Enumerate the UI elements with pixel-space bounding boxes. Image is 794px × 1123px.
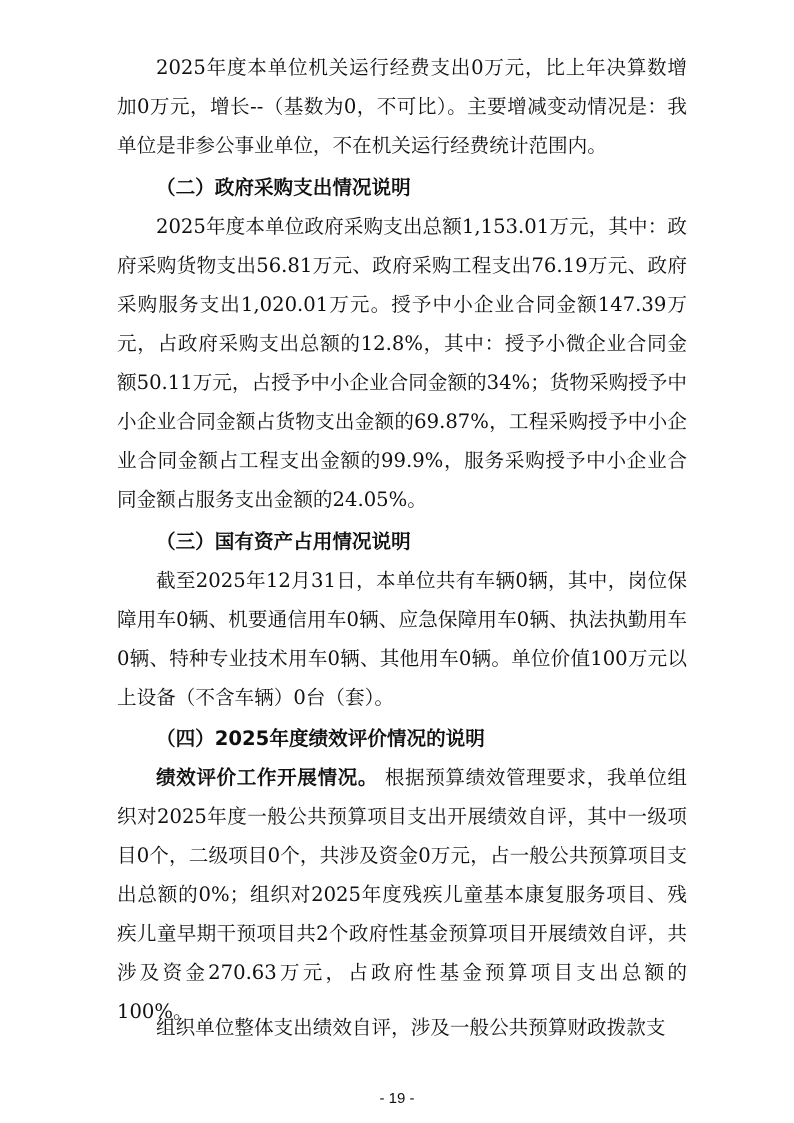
paragraph-state-assets: 截至2025年12月31日，本单位共有车辆0辆，其中，岗位保障用车0辆、机要通信用车0辆、应急保障用车0辆、执法执勤用车0辆、特种专业技术用车0辆、其他用车0辆。单位价值100万元以上设备（不含车辆）0台（套）。	[117, 569, 687, 709]
paragraph-overall-evaluation: 组织单位整体支出绩效自评，涉及一般公共预算财政拨款支	[156, 1016, 666, 1039]
page-number: - 19 -	[379, 1090, 415, 1107]
paragraph-procurement: 2025年度本单位政府采购支出总额1,153.01万元，其中：政府采购货物支出56.81万元、政府采购工程支出76.19万元、政府采购服务支出1,020.01万元。授予中小企业合同金额147.39万元，占政府采购支出总额的12.8%，其中：授予小微企业合同金额50.11万元，占授予中小企业合同金额的34%；货物采购授予中小企业合同金额占货物支出金额的69.87%，工程采购授予中小企业合同金额占工程支出金额的99.9%，服务采购授予中小企业合同金额占服务支出金额的24.05%。	[117, 215, 687, 511]
section-heading-procurement: （二）政府采购支出情况说明	[156, 176, 411, 199]
paragraph-performance-body: 根据预算绩效管理要求，我单位组织对2025年度一般公共预算项目支出开展绩效自评，其中一级项目0个，二级项目0个，共涉及资金0万元，占一般公共预算项目支出总额的0%；组织对2025年度残疾儿童基本康复服务项目、残疾儿童早期干预项目共2个政府性基金预算项目开展绩效自评，共涉及资金270.63万元，占政府性基金预算项目支出总额的100%。	[117, 766, 688, 1023]
section-heading-state-assets: （三）国有资产占用情况说明	[156, 530, 411, 553]
section-heading-performance: （四）2025年度绩效评价情况的说明	[156, 727, 485, 750]
paragraph-lead-text: 绩效评价工作开展情况。	[156, 766, 379, 789]
paragraph-operating-expenses: 2025年度本单位机关运行经费支出0万元，比上年决算数增加0万元，增长--（基数为0，不可比）。主要增减变动情况是：我单位是非参公事业单位，不在机关运行经费统计范围内。	[117, 56, 687, 157]
paragraph-performance	[117, 758, 687, 1031]
